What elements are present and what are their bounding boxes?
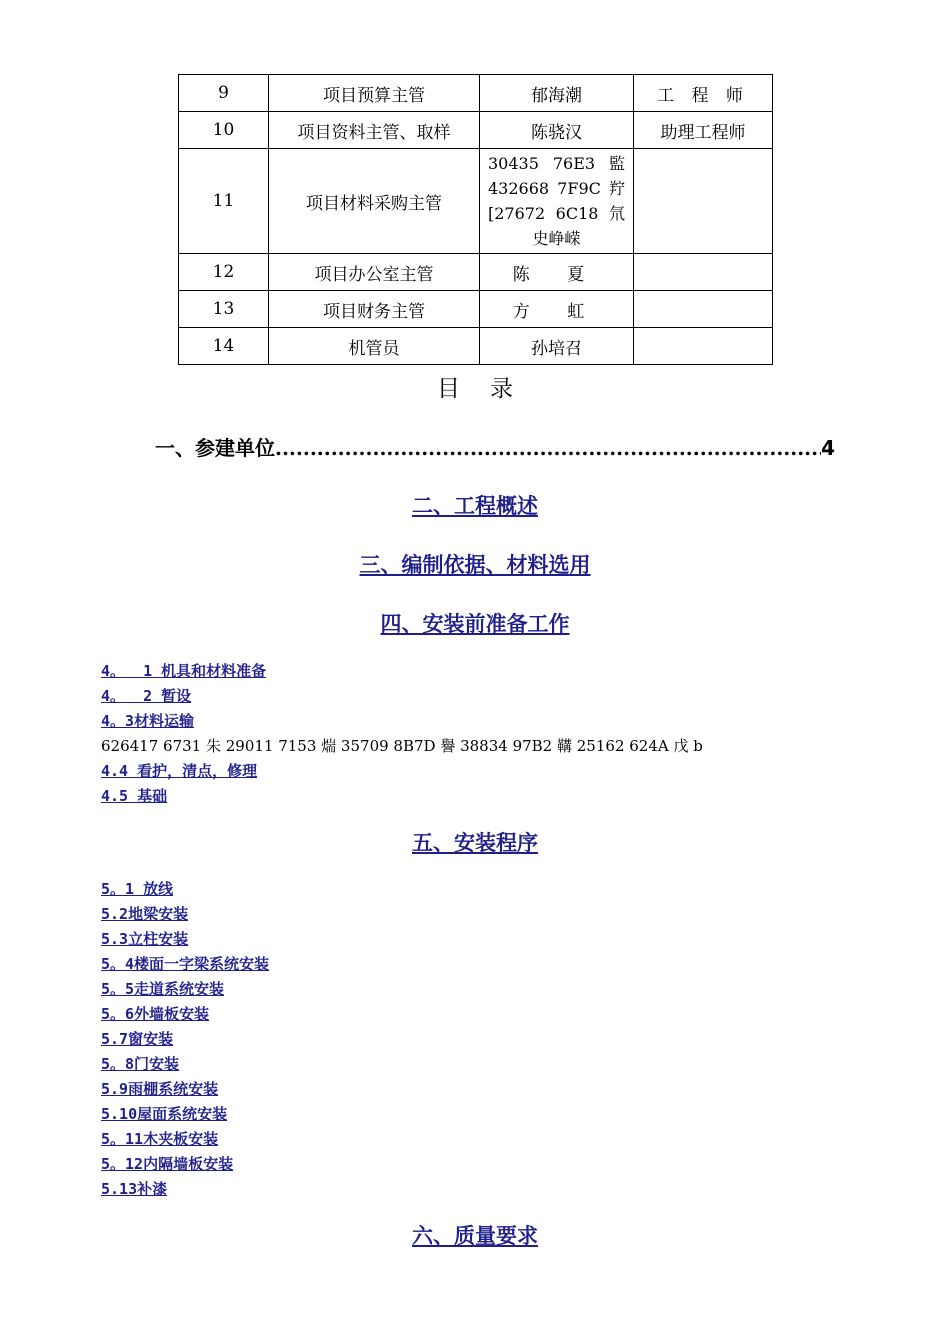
toc-item-4-3[interactable]: 4。3材料运输 [101, 712, 195, 730]
toc-item-4-1[interactable]: 4。 1 机具和材料准备 [101, 662, 267, 680]
toc-item-5-4[interactable]: 5。4楼面一字梁系统安装 [101, 955, 270, 973]
table-row [179, 291, 773, 328]
row-number: 14 [179, 328, 269, 365]
toc-item-5-12[interactable]: 5。12内隔墙板安装 [101, 1155, 234, 1173]
row-title [634, 254, 773, 291]
toc-item-5-11[interactable]: 5。11木夹板安装 [101, 1130, 219, 1148]
name-line: 史峥嵘 [532, 229, 581, 248]
toc-item-5-9[interactable]: 5.9雨棚系统安装 [101, 1080, 219, 1098]
toc-section-4[interactable]: 四、安装前准备工作 [380, 612, 570, 636]
row-name [480, 149, 634, 254]
toc-section-2[interactable]: 二、工程概述 [412, 494, 538, 518]
row-role: 项目资料主管、取样 [269, 112, 480, 149]
row-name: 孙培召 [480, 328, 634, 365]
row-title [634, 328, 773, 365]
name-line: 432668 7F9C 羜 [488, 179, 625, 198]
toc-entry-page: 4 [821, 436, 835, 460]
row-name: 陈骁汉 [480, 112, 634, 149]
row-name: 郁海潮 [480, 75, 634, 112]
table-row [179, 254, 773, 291]
row-name: 陈 夏 [480, 254, 634, 291]
toc-entry-label: 一、参建单位 [155, 436, 275, 460]
toc-item-5-1[interactable]: 5。1 放线 [101, 880, 174, 898]
staff-table [178, 74, 773, 365]
row-number: 11 [179, 149, 269, 254]
row-role: 项目财务主管 [269, 291, 480, 328]
toc-item-4-4[interactable]: 4.4 看护，清点，修理 [101, 762, 258, 780]
toc-section-6[interactable]: 六、质量要求 [412, 1224, 538, 1248]
row-title [634, 291, 773, 328]
toc-item-5-10[interactable]: 5.10屋面系统安装 [101, 1105, 228, 1123]
name-line: [27672 6C18 氘 [488, 204, 625, 223]
toc-item-5-3[interactable]: 5.3立柱安装 [101, 930, 189, 948]
toc-entry-1[interactable] [155, 432, 835, 461]
toc-item-5-2[interactable]: 5.2地梁安装 [101, 905, 189, 923]
row-title [634, 149, 773, 254]
row-number: 10 [179, 112, 269, 149]
toc-item-5-5[interactable]: 5。5走道系统安装 [101, 980, 225, 998]
table-row [179, 112, 773, 149]
row-name: 方 虹 [480, 291, 634, 328]
table-row [179, 149, 773, 254]
toc-item-4-5[interactable]: 4.5 基础 [101, 787, 168, 805]
toc-section-5[interactable]: 五、安装程序 [412, 831, 538, 855]
row-role: 项目办公室主管 [269, 254, 480, 291]
name-line: 30435 76E3 監 [488, 154, 625, 173]
row-number: 12 [179, 254, 269, 291]
row-title: 工 程 师 [634, 75, 773, 112]
table-row [179, 328, 773, 365]
toc-section-3[interactable]: 三、编制依据、材料选用 [359, 553, 591, 577]
table-row [179, 75, 773, 112]
toc-title: 目录 [437, 376, 543, 402]
row-title: 助理工程师 [634, 112, 773, 149]
row-role: 项目预算主管 [269, 75, 480, 112]
row-number: 9 [179, 75, 269, 112]
row-role: 机管员 [269, 328, 480, 365]
toc-leader-dots [275, 436, 821, 460]
garbled-text-line: 626417 6731 朱 29011 7153 煓 35709 8B7D 譽 38834 97B2 鞲 25162 624A 戊 b [101, 737, 703, 755]
row-number: 13 [179, 291, 269, 328]
toc-item-5-13[interactable]: 5.13补漆 [101, 1180, 168, 1198]
toc-item-5-6[interactable]: 5。6外墙板安装 [101, 1005, 210, 1023]
toc-item-5-8[interactable]: 5。8门安装 [101, 1055, 180, 1073]
toc-item-5-7[interactable]: 5.7窗安装 [101, 1030, 174, 1048]
toc-item-4-2[interactable]: 4。 2 暂设 [101, 687, 192, 705]
row-role: 项目材料采购主管 [269, 149, 480, 254]
